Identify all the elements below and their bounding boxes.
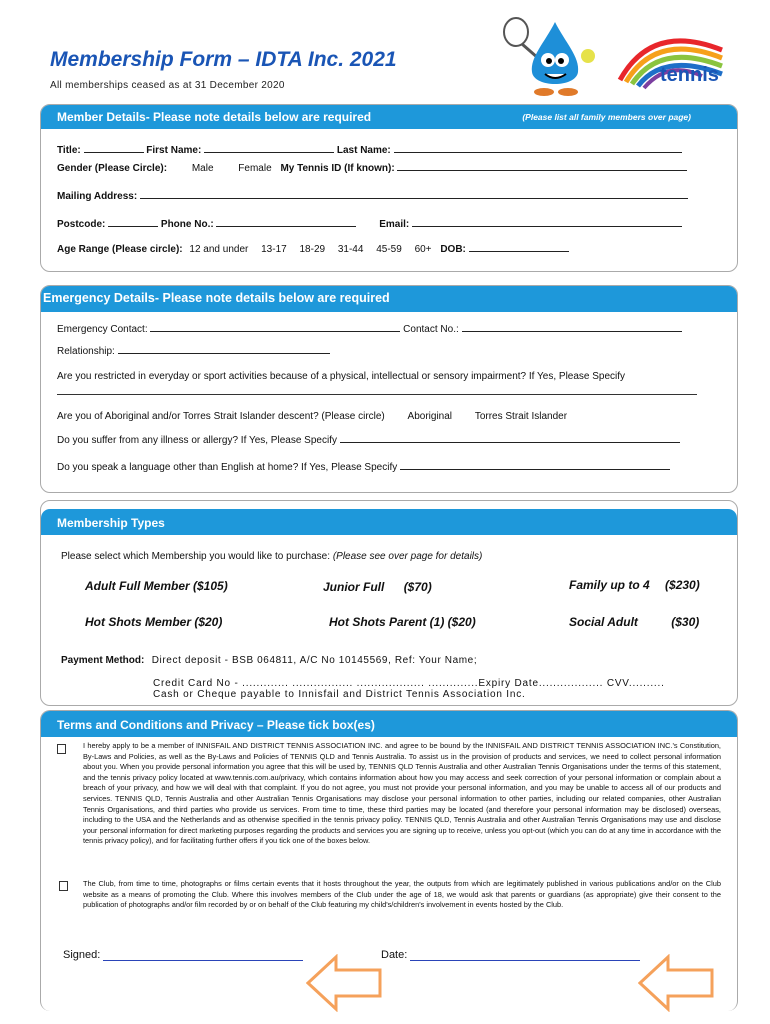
language-field[interactable] — [400, 460, 670, 470]
age-option[interactable]: 60+ — [414, 244, 432, 255]
gender-male-option[interactable]: Male — [191, 163, 214, 174]
terms-header — [41, 711, 737, 737]
date-row — [381, 949, 640, 961]
postcode-field[interactable] — [108, 217, 158, 227]
date-label: Date: — [381, 949, 408, 961]
member-details-heading: Member Details- Please note details below are required — [57, 110, 372, 124]
adult-membership-option[interactable]: Adult Full Member ($105) — [85, 579, 228, 593]
payment-label: Payment Method: — [61, 655, 145, 666]
aboriginal-row — [57, 411, 567, 422]
family-membership-option[interactable] — [569, 578, 700, 592]
address-field[interactable] — [140, 189, 688, 199]
first-name-field[interactable] — [204, 143, 334, 153]
first-name-label: First Name: — [146, 145, 202, 156]
junior-membership-price: ($70) — [403, 580, 432, 594]
restricted-answer-field[interactable] — [57, 394, 697, 395]
relationship-field[interactable] — [118, 344, 330, 354]
age-option[interactable]: 45-59 — [376, 244, 402, 255]
membership-types-section — [40, 500, 738, 706]
torres-strait-option[interactable]: Torres Strait Islander — [474, 411, 568, 422]
left-arrow-icon — [306, 954, 384, 1012]
relationship-label: Relationship: — [57, 346, 115, 357]
terms-heading: Terms and Conditions and Privacy – Please tick box(es) — [57, 718, 375, 732]
last-name-field[interactable] — [394, 143, 682, 153]
photo-consent-checkbox[interactable] — [59, 881, 68, 891]
terms-privacy-text: I hereby apply to be a member of INNISFAIL AND DISTRICT TENNIS ASSOCIATION INC. and agree to be bound by the INNISFAIL AND DISTRICT TENNIS ASSOCIATION INC.'s Constitution, By-Laws and Policies, as well as the By-Laws and Policies of TENNIS QLD and Tennis Australia. To assist us in the provision of products and services, we need to collect personal information about you. When you provide personal information you agree that this will be used by, TENNIS QLD Tennis Australia and other Australian Tennis Organisations under the terms of this statement, and the tennis privacy policy located at www.tennis.com.au/privacy, which contains information about how you may access and seek correction of your personal information or complain about a breach of your privacy, and how we will deal with that complaint. If you do not agree, you must not provide your personal information, and you may be unable to access all of our products and services. TENNIS QLD, Tennis Australia and other Australian Tennis Organisations may disclose your personal information to other parties, including our related companies, other Australian Tennis Organisations, and third parties who provide us services. From time to time, these third parties may be located (and therefore your personal information may be disclosed) overseas, including to the USA and the Netherlands and as otherwise specified in the tennis privacy policy. TENNIS QLD, Tennis Australia and other Australian Tennis Organisations may use and disclose your personal information for direct marketing purposes regarding the products and services you are signing up to receive, unless you opt-out (which you can do at any time in accordance with the tennis privacy policy), and for facilitating further offers if you tick one of the boxes below. — [83, 741, 721, 846]
restricted-question: Are you restricted in everyday or sport activities because of a physical, intellectual or sensory impairment? If Yes, Please Specify — [57, 371, 626, 382]
age-label: Age Range (Please circle): — [57, 244, 183, 255]
date-field[interactable] — [410, 960, 640, 961]
email-label: Email: — [379, 219, 410, 230]
member-details-header — [41, 105, 737, 129]
mascot-drop-icon — [500, 12, 600, 96]
email-field[interactable] — [412, 217, 682, 227]
relationship-row — [57, 344, 330, 357]
phone-field[interactable] — [216, 217, 356, 227]
address-label: Mailing Address: — [57, 191, 138, 202]
junior-membership-option[interactable] — [323, 580, 432, 594]
contact-no-label: Contact No.: — [403, 324, 459, 335]
emergency-details-heading: Emergency Details- Please note details below are required — [43, 291, 390, 305]
membership-instruction: Please select which Membership you would like to purchase: — [61, 551, 331, 562]
member-details-note: (Please list all family members over page) — [522, 112, 691, 122]
hotshots-membership-option[interactable]: Hot Shots Member ($20) — [85, 615, 223, 629]
phone-label: Phone No.: — [160, 219, 214, 230]
emergency-contact-field[interactable] — [150, 322, 400, 332]
social-membership-option[interactable] — [569, 615, 699, 629]
signed-label: Signed: — [63, 949, 101, 961]
age-row — [57, 242, 569, 255]
emergency-details-section — [40, 285, 738, 493]
terms-consent-checkbox[interactable] — [57, 744, 66, 754]
aboriginal-option[interactable]: Aboriginal — [407, 411, 453, 422]
age-option[interactable]: 18-29 — [299, 244, 326, 255]
emergency-contact-label: Emergency Contact: — [57, 324, 148, 335]
title-field[interactable] — [84, 143, 144, 153]
illness-question: Do you suffer from any illness or allergy? If Yes, Please Specify — [57, 435, 337, 446]
dob-label: DOB: — [440, 244, 466, 255]
signature-row — [63, 949, 303, 961]
last-name-label: Last Name: — [336, 145, 391, 156]
age-option[interactable]: 31-44 — [337, 244, 364, 255]
page-subtitle: All memberships ceased as at 31 December 2020 — [50, 80, 285, 91]
name-row — [57, 143, 682, 156]
gender-label: Gender (Please Circle): — [57, 163, 168, 174]
contact-no-field[interactable] — [462, 322, 682, 332]
contact-row — [57, 217, 682, 230]
membership-instruction-note: (Please see over page for details) — [332, 551, 483, 562]
dob-field[interactable] — [469, 242, 569, 252]
payment-cash-cheque: Cash or Cheque payable to Innisfail and District Tennis Association Inc. — [153, 689, 526, 700]
postcode-label: Postcode: — [57, 219, 106, 230]
payment-direct-deposit: Direct deposit - BSB 064811, A/C No 10145569, Ref: Your Name; — [151, 655, 478, 666]
family-membership-name: Family up to 4 — [569, 578, 650, 592]
junior-membership-name: Junior Full — [323, 580, 385, 594]
payment-row — [61, 655, 477, 666]
emergency-contact-row — [57, 322, 682, 335]
illness-row — [57, 433, 680, 446]
tennis-id-label: My Tennis ID (If known): — [280, 163, 395, 174]
age-option[interactable]: 13-17 — [261, 244, 287, 255]
social-membership-price: ($30) — [671, 615, 700, 629]
photo-consent-text: The Club, from time to time, photographs or films certain events that it hosts throughout the year, the outputs from which are legitimately published in various publications and/or on the Club website as a means of promoting the Club. Where this involves members of the Club under the age of 18, we would ask that parents or guardians (as appropriate) give their consent to the publication of photographs and/or film recorded by or on behalf of the Club featuring my child's/children's involvement in events hosted by the Club. — [83, 879, 721, 910]
payment-credit-card[interactable]: Credit Card No - ............. ................. ................... ..............Expiry Date.................. CVV.......... — [153, 678, 665, 689]
aboriginal-question: Are you of Aboriginal and/or Torres Strait Islander descent? (Please circle) — [57, 411, 385, 422]
tennis-id-field[interactable] — [397, 161, 687, 171]
hotshots-parent-option[interactable]: Hot Shots Parent (1) ($20) — [329, 615, 476, 629]
membership-instruction-row — [61, 551, 482, 562]
age-option[interactable]: 12 and under — [189, 244, 249, 255]
signature-field[interactable] — [103, 960, 303, 961]
address-row — [57, 189, 688, 202]
membership-types-heading: Membership Types — [57, 516, 165, 530]
language-question: Do you speak a language other than English at home? If Yes, Please Specify — [57, 462, 398, 473]
social-membership-name: Social Adult — [569, 615, 638, 629]
membership-types-header — [41, 509, 737, 535]
page-title: Membership Form – IDTA Inc. 2021 — [50, 48, 397, 71]
title-label: Title: — [57, 145, 81, 156]
gender-female-option[interactable]: Female — [238, 163, 272, 174]
emergency-details-header — [41, 286, 737, 312]
terms-section — [40, 710, 738, 1011]
gender-row — [57, 161, 687, 174]
family-membership-price: ($230) — [665, 578, 700, 592]
illness-field[interactable] — [340, 433, 680, 443]
tennis-logo-text: tennis — [660, 64, 719, 86]
left-arrow-icon — [638, 954, 716, 1012]
member-details-section — [40, 104, 738, 272]
language-row — [57, 460, 670, 473]
